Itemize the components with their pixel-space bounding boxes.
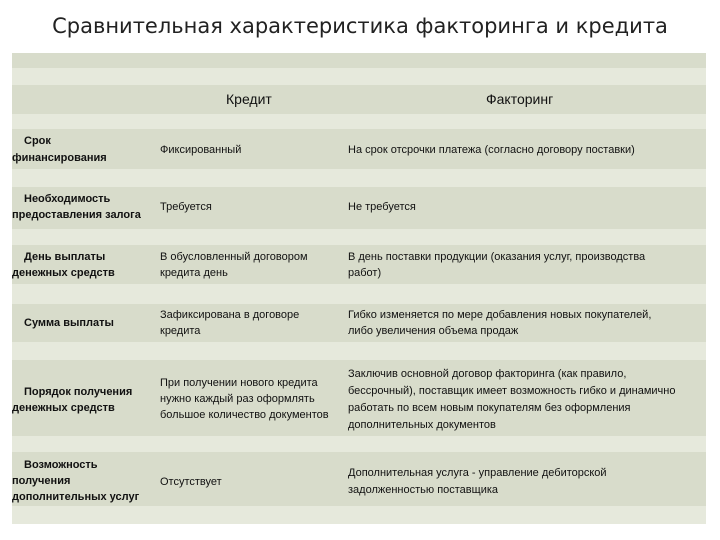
row-label-line: денежных средств: [12, 267, 115, 279]
table-band: [12, 229, 706, 245]
factoring-cell: Дополнительная услуга - управление дебиторской: [348, 467, 607, 479]
table-header-band: [12, 85, 706, 114]
table-band: [12, 53, 706, 68]
row-label-line: Срок: [24, 135, 51, 147]
factoring-cell: бессрочный), поставщик имеет возможность гибко и динамично: [348, 385, 676, 397]
factoring-cell: На срок отсрочки платежа (согласно договору поставки): [348, 144, 635, 156]
factoring-cell: задолженностью поставщика: [348, 484, 499, 496]
credit-cell: В обусловленный договором: [160, 251, 308, 263]
row-label-line: денежных средств: [12, 402, 115, 414]
header-factoring: Факторинг: [486, 91, 554, 107]
factoring-cell: Гибко изменяется по мере добавления новых покупателей,: [348, 309, 652, 321]
table-band: [12, 342, 706, 360]
credit-cell: кредита: [160, 325, 201, 337]
credit-cell: Зафиксирована в договоре: [160, 309, 300, 321]
credit-cell: большое количество документов: [160, 409, 329, 421]
table-band: [12, 284, 706, 304]
page-title: Сравнительная характеристика факторинга и кредита: [52, 14, 668, 38]
row-label-line: Возможность: [24, 459, 98, 471]
row-label-line: Сумма выплаты: [24, 317, 114, 329]
factoring-cell: работать по всем новым покупателям без оформления: [348, 402, 631, 414]
credit-cell: При получении нового кредита: [160, 377, 318, 389]
factoring-cell: дополнительных документов: [348, 419, 496, 431]
credit-cell: Фиксированный: [160, 144, 242, 156]
table-band: [12, 114, 706, 129]
table-band: [12, 436, 706, 452]
row-label-line: Необходимость: [24, 193, 111, 205]
factoring-cell: Заключив основной договор факторинга (как правило,: [348, 368, 627, 380]
credit-cell: кредита день: [160, 267, 228, 279]
row-label-line: Порядок получения: [24, 386, 133, 398]
factoring-cell: Не требуется: [348, 201, 416, 213]
factoring-cell: либо увеличения объема продаж: [348, 325, 519, 337]
credit-cell: Отсутствует: [160, 476, 222, 488]
factoring-cell: работ): [348, 267, 382, 279]
header-credit: Кредит: [226, 91, 272, 107]
credit-cell: Требуется: [160, 201, 212, 213]
table-band: [12, 68, 706, 85]
row-label-line: финансирования: [12, 152, 107, 164]
row-label-line: предоставления залога: [12, 209, 141, 221]
table-band: [12, 169, 706, 187]
row-label-line: День выплаты: [24, 251, 106, 263]
row-label-line: получения: [12, 475, 71, 487]
table-band: [12, 506, 706, 524]
credit-cell: нужно каждый раз оформлять: [160, 393, 315, 405]
factoring-cell: В день поставки продукции (оказания услуг, производства: [348, 251, 646, 263]
row-label-line: дополнительных услуг: [12, 491, 140, 503]
